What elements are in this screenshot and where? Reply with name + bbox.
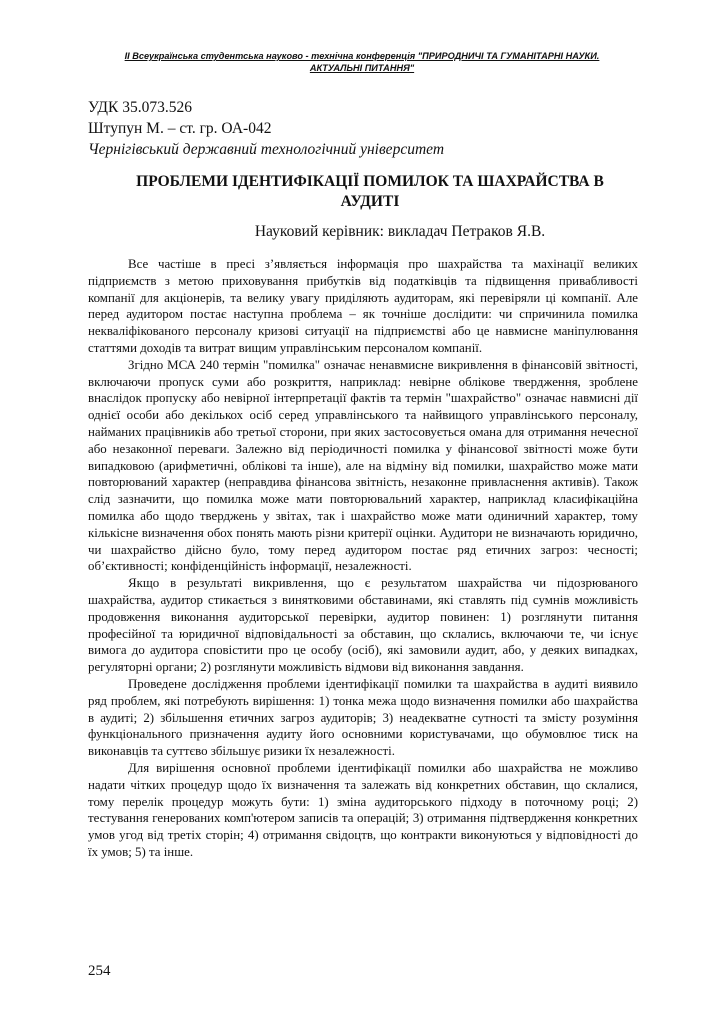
udc-code: УДК 35.073.526 (88, 99, 192, 116)
affiliation: Чернігівський державний технологічний університет (88, 141, 445, 158)
body-paragraph: Для вирішення основної проблеми ідентифікації помилки або шахрайства не можливо надати чітких процедур щодо їх визначення та залежать від конкретних обставин, що склалися, тому перелік процедур можуть бути: 1) зміна аудиторського підходу в поточному році; 2) тестування генерованих комп'ютером записів та операцій; 3) отримання підтвердження конкретних умов угод від третіх сторін; 4) отримання свідоцтв, що контракти виконуються у відповідності до їх умов; 5) та інше. (88, 760, 638, 859)
page-number: 254 (88, 963, 111, 979)
article-title-line-2: АУДИТІ (340, 193, 400, 210)
article-title (110, 172, 630, 212)
body-paragraph: Все частіше в пресі з’являється інформація про шахрайства та махінації великих підприємств з метою приховування прибутків від податківців та підвищення привабливості компанії для акціонерів, та велику увагу приділяють аудиторам, які перевіряли ці компанії. Але перед аудитором постає наступна проблема – як точніше дослідити: чи спричинила помилка некваліфікованого персоналу кризові ситуації на підприємстві або це навмисне маніпулювання статтями доходів та витрат вищим управлінським персоналом компанії. (88, 257, 638, 355)
author: Штупун М. – ст. гр. ОА-042 (88, 120, 272, 137)
article-body (88, 256, 638, 861)
body-paragraph: Згідно МСА 240 термін "помилка" означає ненавмисне викривлення в фінансовій звітності, включаючи пропуск суми або розкриття, наприклад: невірне облікове твердження, зроблене внаслідок пропуску або невірної інтерпретації фактів та термін "шахрайство" означає навмисні дії однієї особи або декількох осіб серед управлінського та найвищого управлінського персоналу, найманих працівників або третьої сторони, при яких застосовується омана для отримання нечесної або незаконної переваги. Залежно від періодичності помилка у фінансової звітності може бути випадковою (арифметичні, облікові та інше), але на відміну від помилки, шахрайство може мати повторюваний характер (неправдива фінансова звітність, незаконне привласнення активів). Також слід зазначити, що помилка може мати повторювальний характер, наприклад класифікаційна помилка або щодо тверджень у звітах, так і шахрайство може мати одиничний характер, тому кількісне визначення обох понять мають різни критерії оцінки. Аудитори не визначають юридично, чи шахрайство дійсно було, тому перед аудитором постає ряд етичних загроз: чесності; об’єктивності; конфіденційність інформації, незалежності. (88, 357, 638, 574)
article-meta (88, 97, 444, 160)
article-title-line-1: ПРОБЛЕМИ ІДЕНТИФІКАЦІЇ ПОМИЛОК ТА ШАХРАЙСТВА В (136, 173, 604, 190)
conference-header-line-1: ІІ Всеукраїнська студентська науково - технічна конференція "ПРИРОДНИЧІ ТА ГУМАНІТАРНІ НАУКИ. (124, 51, 600, 61)
body-paragraph: Якщо в результаті викривлення, що є результатом шахрайства чи підозрюваного шахрайства, аудитор стикається з винятковими обставинами, які ставлять під сумнів можливість продовження виконання аудиторської перевірки, аудитор повинен: 1) розглянути питання професійної та юридичної відповідальності за обставин, що склались, включаючи те, чи існує вимога до аудитора сповістити про це особу (осіб), які замовили аудит, або, у деяких випадках, регуляторні органи; 2) розглянути можливість відмови від виконання завдання. (88, 576, 638, 675)
body-paragraph: Проведене дослідження проблеми ідентифікації помилки та шахрайства в аудиті виявило ряд проблем, які потребують вирішення: 1) тонка межа щодо визначення помилки або шахрайства в аудиті; 2) збільшення етичних загроз аудиторів; 3) неадекватне сутності та змісту розуміння функціонального призначення аудиту його основними користувачами, що обумовлює тиск на виконавців та суттєво збільшує ризики їх незалежності. (88, 676, 638, 759)
conference-header (100, 50, 624, 74)
scientific-advisor: Науковий керівник: викладач Петраков Я.В. (254, 223, 546, 240)
conference-header-line-2: АКТУАЛЬНІ ПИТАННЯ" (309, 63, 415, 73)
